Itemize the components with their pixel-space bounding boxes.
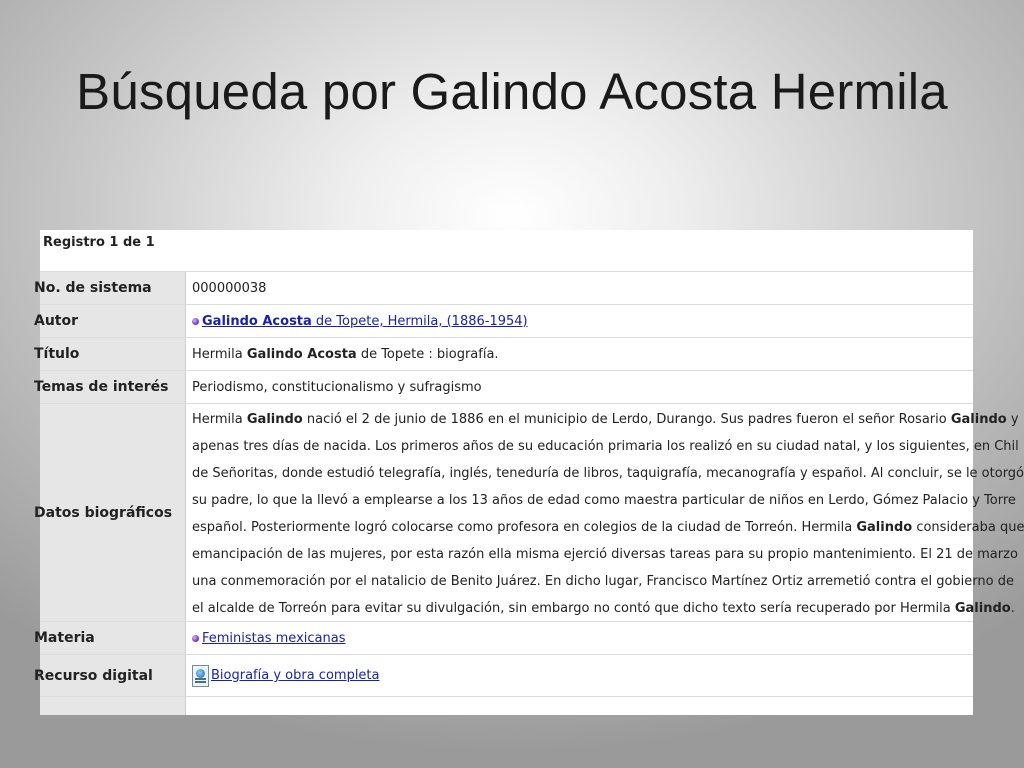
bullet-icon bbox=[192, 635, 199, 642]
bio-text: y bbox=[1006, 412, 1019, 427]
bullet-icon bbox=[192, 318, 199, 325]
row-label bbox=[34, 338, 186, 370]
row-biography bbox=[34, 404, 1024, 622]
topics-label: Temas de interés bbox=[34, 379, 169, 395]
bio-text: el alcalde de Torreón para evitar su divulgación, sin embargo no contó que dicho texto sería recuperado por Hermila bbox=[192, 601, 955, 616]
subject-label: Materia bbox=[34, 630, 95, 646]
row-label bbox=[34, 305, 186, 337]
row-digital-resource bbox=[34, 655, 973, 697]
row-value bbox=[186, 305, 973, 337]
biography-line bbox=[192, 541, 1024, 568]
bio-text: una conmemoración por el natalicio de Benito Juárez. En dicho lugar, Francisco Martínez Ortiz arremetió contra el gobierno de bbox=[192, 574, 1014, 589]
title-post: de Topete : biografía. bbox=[356, 346, 499, 362]
record-count-header: Registro 1 de 1 bbox=[40, 230, 973, 272]
author-link[interactable] bbox=[202, 314, 528, 329]
title-pre: Hermila bbox=[192, 346, 247, 362]
row-label bbox=[34, 272, 186, 304]
record-screenshot bbox=[34, 230, 1024, 715]
slide-title: Búsqueda por Galindo Acosta Hermila bbox=[76, 63, 948, 120]
digital-resource-label: Recurso digital bbox=[34, 667, 153, 684]
bio-bold: Galindo bbox=[950, 412, 1007, 427]
row-empty bbox=[40, 697, 973, 715]
empty-label-cell bbox=[40, 697, 186, 715]
digital-resource-link[interactable]: Biografía y obra completa bbox=[211, 668, 380, 683]
row-value bbox=[186, 622, 973, 654]
row-label bbox=[34, 655, 186, 696]
biography-line bbox=[192, 568, 1024, 595]
biography-line bbox=[192, 487, 1024, 514]
bio-text: su padre, lo que la llevó a emplearse a los 13 años de edad como maestra particular de niños en Lerdo, Gómez Palacio y Torre bbox=[192, 493, 1016, 508]
biography-line bbox=[192, 460, 1024, 487]
bio-bold: Galindo bbox=[246, 412, 303, 427]
topics-value: Periodismo, constitucionalismo y sufragismo bbox=[192, 379, 482, 395]
system-number-value: 000000038 bbox=[192, 280, 267, 296]
row-label bbox=[34, 404, 186, 621]
bio-text: nació el 2 de junio de 1886 en el municipio de Lerdo, Durango. Sus padres fueron el señor Rosario bbox=[302, 412, 951, 427]
bio-text: apenas tres días de nacida. Los primeros años de su educación primaria los realizó en su ciudad natal, y los siguientes, en Chil bbox=[192, 439, 1019, 454]
author-label: Autor bbox=[34, 313, 79, 329]
row-subject bbox=[34, 622, 973, 655]
system-number-label: No. de sistema bbox=[34, 280, 152, 296]
row-value bbox=[186, 404, 1024, 621]
row-title bbox=[34, 338, 973, 371]
bio-text: de Señoritas, donde estudió telegrafía, inglés, teneduría de libros, taquigrafía, mecanografía y español. Al concluir, se le otorgó bbox=[192, 466, 1024, 481]
empty-value-cell bbox=[186, 697, 973, 715]
document-icon[interactable] bbox=[192, 665, 209, 687]
author-link-rest: de Topete, Hermila, (1886-1954) bbox=[311, 313, 528, 329]
row-topics bbox=[34, 371, 973, 404]
bio-text: Hermila bbox=[192, 412, 247, 427]
bio-text: consideraba que bbox=[912, 520, 1024, 535]
title-label: Título bbox=[34, 346, 80, 362]
title-bold: Galindo Acosta bbox=[246, 346, 357, 362]
bio-bold: Galindo bbox=[954, 601, 1011, 616]
row-system-number bbox=[34, 272, 973, 305]
biography-text bbox=[192, 406, 1024, 622]
row-author bbox=[34, 305, 973, 338]
bio-text: español. Posteriormente logró colocarse como profesora en colegios de la ciudad de Torreón. Hermila bbox=[192, 520, 857, 535]
biography-line bbox=[192, 406, 1024, 433]
biography-line bbox=[192, 595, 1024, 622]
row-value bbox=[186, 338, 973, 370]
row-label bbox=[34, 371, 186, 403]
bio-text: emancipación de las mujeres, por esta razón ella misma ejerció diversas tareas para su propio mantenimiento. El 21 de marzo bbox=[192, 547, 1018, 562]
row-value bbox=[186, 655, 973, 696]
bio-text: . bbox=[1010, 601, 1015, 616]
bio-bold: Galindo bbox=[856, 520, 913, 535]
biography-label: Datos biográficos bbox=[34, 504, 173, 521]
biography-line bbox=[192, 514, 1024, 541]
biography-line bbox=[192, 433, 1024, 460]
author-link-bold: Galindo Acosta bbox=[202, 313, 312, 329]
subject-link[interactable]: Feministas mexicanas bbox=[202, 630, 346, 646]
row-label bbox=[34, 622, 186, 654]
